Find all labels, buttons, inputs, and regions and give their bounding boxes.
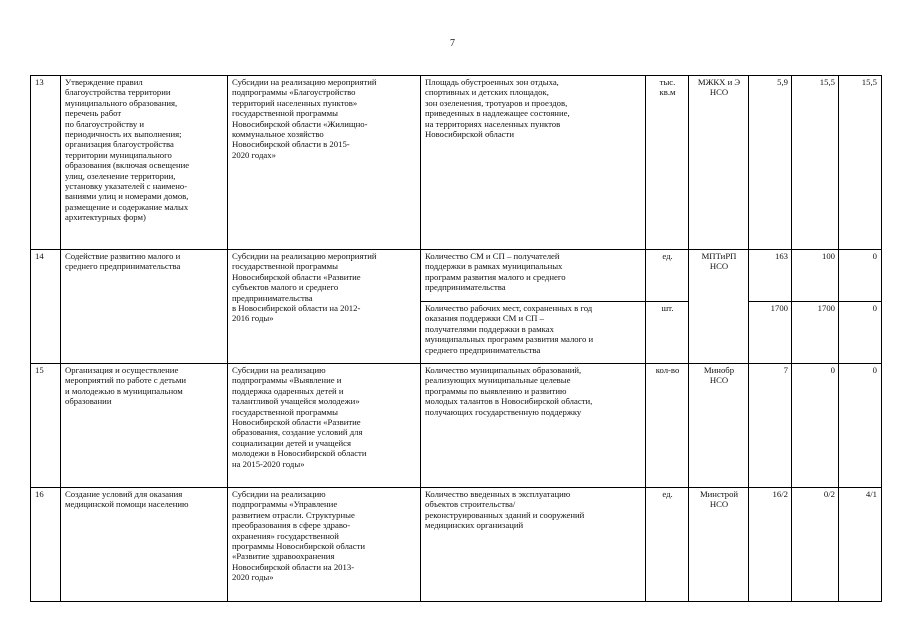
- value-cell-3: 4/1: [839, 488, 882, 602]
- subsidy-cell: Субсидии на реализацию подпрограммы «Управление развитием отрасли. Структурные преобразования в сфере здраво- охранения» государственной программы Новосибирской области «Развитие здравоохранения Новосибирской области на 2013- 2020 годы»: [228, 488, 421, 602]
- value-cell-1: 5,9: [749, 76, 792, 250]
- value-cell-1: 1700: [749, 302, 792, 364]
- executor-cell: МЖКХ и Э НСО: [689, 76, 749, 250]
- indicator-cell: Площадь обустроенных зон отдыха, спортивных и детских площадок, зон озеленения, тротуаров и проездов, приведенных в надлежащее состояние, на территориях населенных пунктов Новосибирской области: [421, 76, 646, 250]
- subsidy-cell: Субсидии на реализацию подпрограммы «Выявление и поддержка одаренных детей и талантливой учащейся молодежи» государственной программы Новосибирской области «Развитие образования, создание условий для социализации детей и учащейся молодежи в Новосибирской области на 2015-2020 годы»: [228, 364, 421, 488]
- subsidy-cell: Субсидии на реализацию мероприятий государственной программы Новосибирской области «Развитие субъектов малого и среднего предпринимательства в Новосибирской области на 2012- 2016 годы»: [228, 250, 421, 364]
- executor-cell: МПТиРП НСО: [689, 250, 749, 364]
- row-number: 14: [31, 250, 61, 364]
- value-cell-1: 16/2: [749, 488, 792, 602]
- unit-cell: тыс. кв.м: [646, 76, 689, 250]
- measures-table: [30, 75, 882, 602]
- value-cell-3: 0: [839, 364, 882, 488]
- value-cell-1: 7: [749, 364, 792, 488]
- value-cell-2: 0/2: [792, 488, 839, 602]
- value-cell-3: 0: [839, 250, 882, 302]
- value-cell-2: 1700: [792, 302, 839, 364]
- unit-cell: шт.: [646, 302, 689, 364]
- value-cell-3: 0: [839, 302, 882, 364]
- table-row: [31, 488, 882, 602]
- table-row: [31, 76, 882, 250]
- indicator-cell: Количество муниципальных образований, реализующих муниципальные целевые программы по выявлению и развитию молодых талантов в Новосибирской области, получающих государственную поддержку: [421, 364, 646, 488]
- page-number: 7: [450, 38, 455, 49]
- value-cell-1: 163: [749, 250, 792, 302]
- value-cell-2: 15,5: [792, 76, 839, 250]
- row-number: 15: [31, 364, 61, 488]
- table-row: [31, 250, 882, 302]
- measure-cell: Создание условий для оказания медицинской помощи населению: [61, 488, 228, 602]
- unit-cell: ед.: [646, 488, 689, 602]
- indicator-cell: Количество введенных в эксплуатацию объектов строительства/ реконструированных зданий и сооружений медицинских организаций: [421, 488, 646, 602]
- value-cell-2: 100: [792, 250, 839, 302]
- row-number: 13: [31, 76, 61, 250]
- value-cell-3: 15,5: [839, 76, 882, 250]
- row-number: 16: [31, 488, 61, 602]
- measure-cell: Утверждение правил благоустройства территории муниципального образования, перечень работ по благоустройству и периодичность их выполнения; организация благоустройства территории муниципального образования (включая освещение улиц, озеленение территории, установку указателей с наимено- ваниями улиц и номерами домов, размещение и содержание малых архитектурных форм): [61, 76, 228, 250]
- measure-cell: Содействие развитию малого и среднего предпринимательства: [61, 250, 228, 364]
- executor-cell: Минстрой НСО: [689, 488, 749, 602]
- value-cell-2: 0: [792, 364, 839, 488]
- executor-cell: Минобр НСО: [689, 364, 749, 488]
- unit-cell: ед.: [646, 250, 689, 302]
- subsidy-cell: Субсидии на реализацию мероприятий подпрограммы «Благоустройство территорий населенных пунктов» государственной программы Новосибирской области «Жилищно- коммунальное хозяйство Новосибирской области в 2015- 2020 годах»: [228, 76, 421, 250]
- indicator-cell: Количество СМ и СП – получателей поддержки в рамках муниципальных программ развития малого и среднего предпринимательства: [421, 250, 646, 302]
- table-row: [31, 364, 882, 488]
- unit-cell: кол-во: [646, 364, 689, 488]
- indicator-cell: Количество рабочих мест, сохраненных в год оказания поддержки СМ и СП – получателями поддержки в рамках муниципальных программ развития малого и среднего предпринимательства: [421, 302, 646, 364]
- measure-cell: Организация и осуществление мероприятий по работе с детьми и молодежью в муниципальном образовании: [61, 364, 228, 488]
